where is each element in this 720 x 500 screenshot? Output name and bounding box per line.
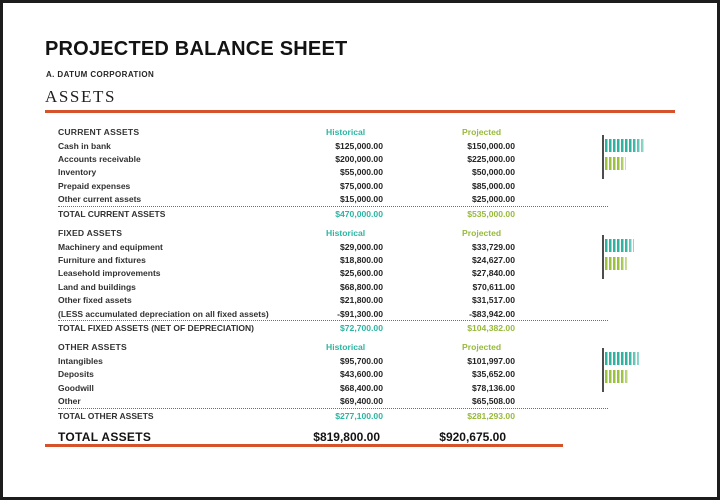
sparkline-current-assets [602,135,662,179]
section-title: CURRENT ASSETS [58,127,140,137]
page-title: PROJECTED BALANCE SHEET [45,38,348,60]
historical-value: $25,600.00 [339,268,383,279]
table-row [58,354,608,367]
sparkline-teal-bar [605,139,644,152]
section-other-assets [58,340,608,423]
row-label: Prepaid expenses [58,180,131,191]
projected-value: $25,000.00 [471,194,515,205]
historical-value: $125,000.00 [335,140,383,151]
table-row [58,253,608,266]
projected-total: $104,382.00 [467,323,515,334]
historical-value: $69,400.00 [339,396,383,407]
sparkline-green-bar [605,370,629,383]
assets-section-heading: ASSETS [45,87,117,106]
historical-value: $43,600.00 [339,369,383,380]
row-label: Other current assets [58,194,142,205]
grand-total-label: TOTAL ASSETS [58,429,152,444]
grand-total-projected: $920,675.00 [439,429,506,444]
section-total-row [58,206,608,221]
column-header-projected: Projected [462,227,502,238]
sparkline-green-bar [605,157,626,170]
sparkline-axis [602,235,604,279]
row-label: Furniture and fixtures [58,255,146,266]
historical-value: $18,800.00 [339,255,383,266]
row-label: Machinery and equipment [58,241,163,252]
table-row [58,381,608,394]
projected-value: $70,611.00 [472,281,515,292]
column-header-projected: Projected [462,342,502,353]
row-label: Inventory [58,167,97,178]
total-assets-rule [45,444,563,447]
row-label: Cash in bank [58,140,111,151]
historical-value: $29,000.00 [339,241,383,252]
historical-value: -$91,300.00 [337,308,383,319]
table-row [58,267,608,280]
projected-value: $85,000.00 [471,180,515,191]
section-fixed-assets [58,226,608,335]
historical-value: $95,700.00 [339,355,383,366]
grand-total-historical: $819,800.00 [313,429,380,444]
table-row [58,193,608,206]
row-label: Accounts receivable [58,154,141,165]
table-row [58,139,608,152]
table-row [58,307,608,320]
row-label: Other fixed assets [58,295,132,306]
sparkline-axis [602,348,604,392]
projected-value: $27,840.00 [471,268,515,279]
column-header-historical: Historical [326,127,366,137]
assets-table [58,125,608,445]
historical-value: $75,000.00 [339,180,383,191]
section-header-row [58,125,608,139]
historical-value: $15,000.00 [339,194,383,205]
section-title: FIXED ASSETS [58,227,123,238]
historical-total: $277,100.00 [335,410,383,421]
total-label: TOTAL CURRENT ASSETS [58,208,166,219]
section-header-row [58,226,608,240]
historical-value: $21,800.00 [339,295,383,306]
sparkline-other-assets [602,348,662,392]
section-header-row [58,340,608,354]
total-label: TOTAL FIXED ASSETS (NET OF DEPRECIATION) [58,323,254,334]
projected-value: $35,652.00 [471,369,515,380]
row-label: Other [58,396,81,407]
assets-heading-rule [45,110,675,113]
row-label: Goodwill [58,382,94,393]
table-row [58,294,608,307]
table-row [58,179,608,192]
column-header-historical: Historical [326,342,366,353]
projected-total: $535,000.00 [467,208,515,219]
projected-value: $24,627.00 [471,255,515,266]
sparkline-teal-bar [605,239,634,252]
table-row [58,240,608,253]
sparkline-green-bar [605,257,627,270]
projected-value: $31,517.00 [471,295,515,306]
table-row [58,394,608,407]
section-current-assets [58,125,608,221]
company-name: A. DATUM CORPORATION [46,70,155,79]
row-label: Deposits [58,369,94,380]
column-header-projected: Projected [462,127,502,137]
projected-value: $65,508.00 [471,396,515,407]
projected-value: $50,000.00 [471,167,515,178]
table-row [58,280,608,293]
projected-value: $33,729.00 [471,241,515,252]
historical-value: $68,400.00 [339,382,383,393]
historical-total: $72,700.00 [339,323,383,334]
row-label: (LESS accumulated depreciation on all fixed assets) [58,308,269,319]
section-title: OTHER ASSETS [58,342,127,353]
sparkline-teal-bar [605,352,639,365]
total-label: TOTAL OTHER ASSETS [58,410,154,421]
section-total-row [58,320,608,335]
projected-value: $101,997.00 [467,355,515,366]
section-total-row [58,408,608,423]
row-label: Leasehold improvements [58,268,161,279]
table-row [58,152,608,165]
historical-value: $200,000.00 [335,154,383,165]
projected-value: $150,000.00 [467,140,515,151]
historical-total: $470,000.00 [335,208,383,219]
row-label: Land and buildings [58,281,136,292]
sparkline-fixed-assets [602,235,662,279]
projected-value: -$83,942.00 [469,308,515,319]
table-row [58,166,608,179]
row-label: Intangibles [58,355,103,366]
projected-total: $281,293.00 [467,410,515,421]
sparkline-axis [602,135,604,179]
table-row [58,368,608,381]
grand-total-row [58,429,608,445]
projected-value: $225,000.00 [467,154,515,165]
projected-value: $78,136.00 [471,382,515,393]
historical-value: $55,000.00 [339,167,383,178]
historical-value: $68,800.00 [339,281,383,292]
column-header-historical: Historical [326,227,366,238]
